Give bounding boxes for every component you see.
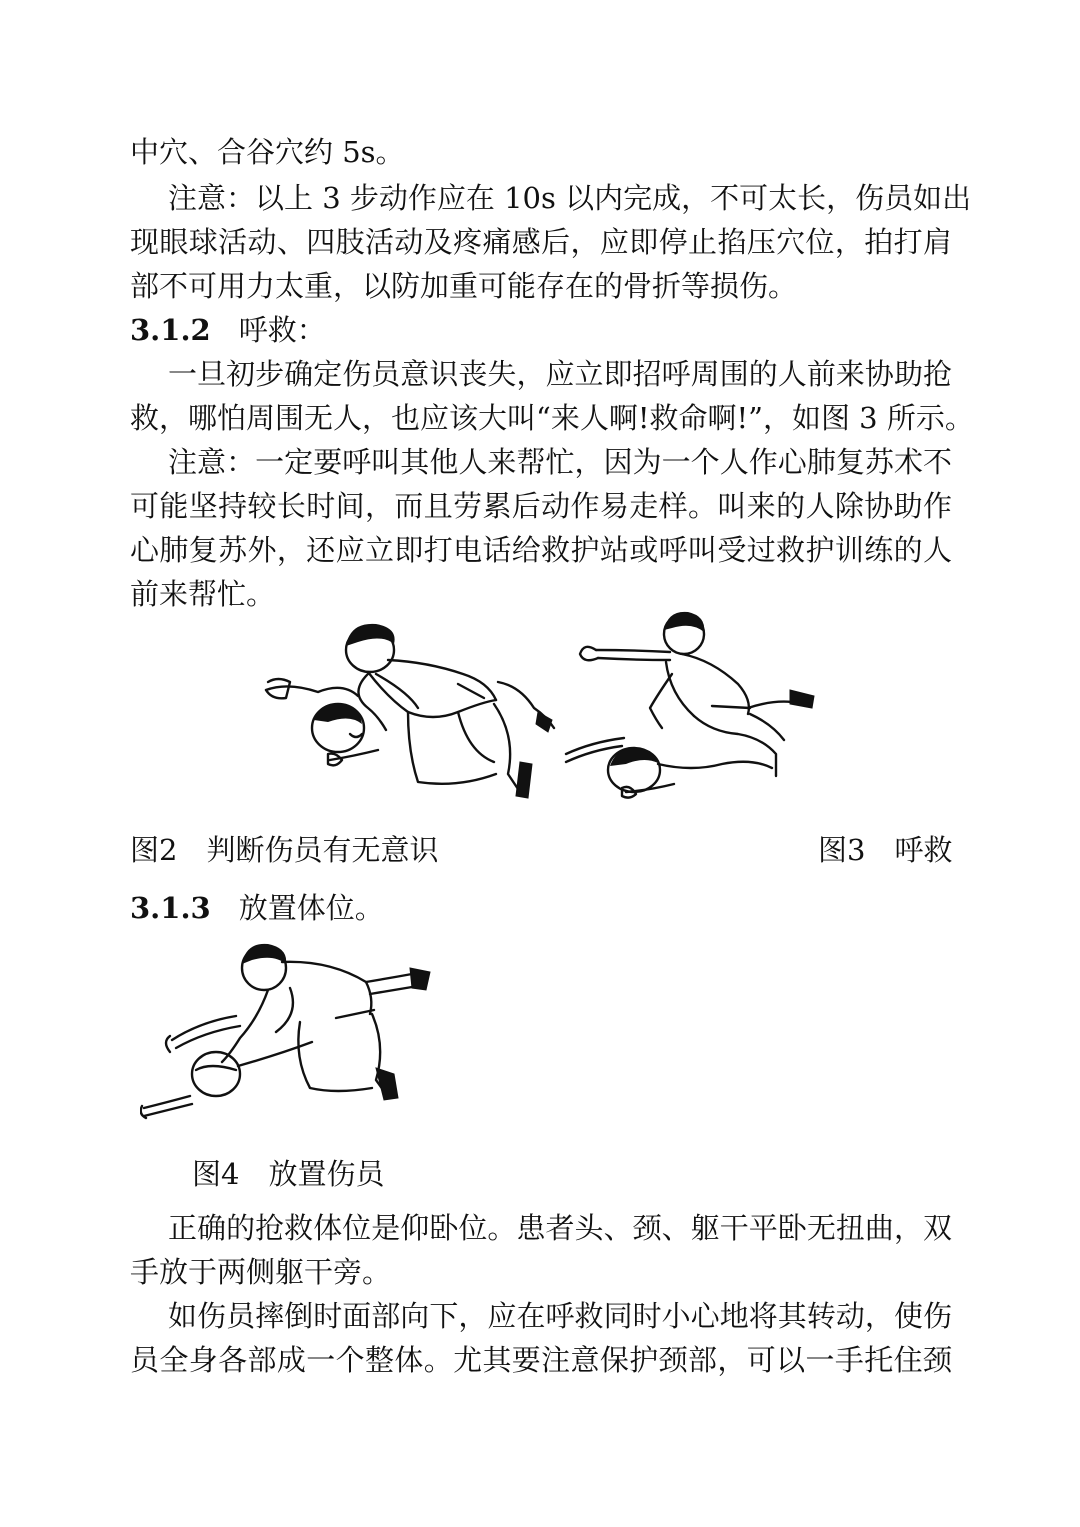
text-line: 现眼球活动、四肢活动及疼痛感后，应即停止掐压穴位，拍打肩 (130, 225, 952, 259)
rescuer-calling-drawing (562, 604, 822, 804)
rescuer-placing-drawing (140, 938, 440, 1124)
section-heading (130, 886, 952, 930)
text-line: 如伤员摔倒时面部向下，应在呼救同时小心地将其转动，使伤 (168, 1299, 952, 1333)
section-heading (130, 308, 952, 352)
text-line: 注意：以上 3 步动作应在 10s 以内完成，不可太长，伤员如出 (168, 181, 972, 215)
text-line: 前来帮忙。 (130, 577, 276, 611)
text-line: 中穴、合谷穴约 5s。 (130, 135, 405, 169)
section-title: 放置体位。 (238, 891, 384, 925)
text-line: 注意：一定要呼叫其他人来帮忙，因为一个人作心肺复苏术不 (168, 445, 952, 479)
text-line: 一旦初步确定伤员意识丧失，应立即招呼周围的人前来协助抢 (168, 357, 952, 391)
figure-4-caption: 图4 放置伤员 (192, 1157, 385, 1191)
text-line: 部不可用力太重，以防加重可能存在的骨折等损伤。 (130, 269, 798, 303)
figure-check-consciousness-illustration (258, 612, 558, 804)
section-number: 3.1.2 (130, 313, 211, 347)
figure-place-casualty-illustration (140, 938, 440, 1124)
text-line: 可能坚持较长时间，而且劳累后动作易走样。叫来的人除协助作 (130, 489, 952, 523)
figure-call-for-help-illustration (562, 604, 822, 804)
text-line: 手放于两侧躯干旁。 (130, 1255, 392, 1289)
text-line: 正确的抢救体位是仰卧位。患者头、颈、躯干平卧无扭曲，双 (168, 1211, 952, 1245)
rescuer-check-drawing (258, 612, 558, 804)
section-number: 3.1.3 (130, 891, 211, 925)
text-line: 救，哪怕周围无人，也应该大叫“来人啊!救命啊!”，如图 3 所示。 (130, 401, 974, 435)
text-line: 员全身各部成一个整体。尤其要注意保护颈部，可以一手托住颈 (130, 1343, 952, 1377)
figure-2-caption: 图2 判断伤员有无意识 (130, 833, 439, 867)
section-title: 呼救： (238, 313, 326, 347)
figure-3-caption: 图3 呼救 (818, 833, 953, 867)
text-line: 心肺复苏外，还应立即打电话给救护站或呼叫受过救护训练的人 (130, 533, 952, 567)
